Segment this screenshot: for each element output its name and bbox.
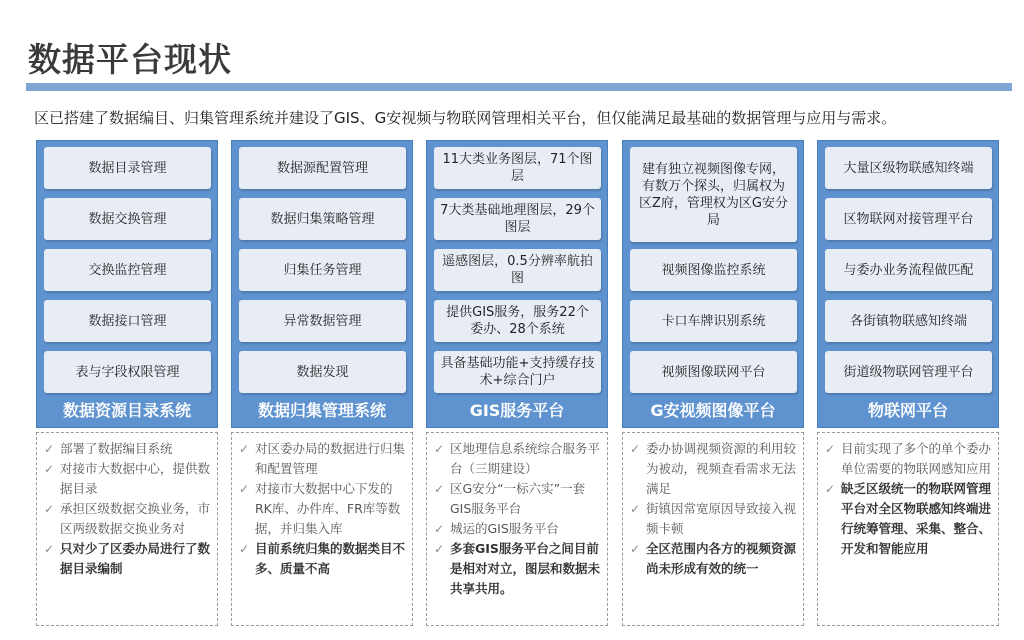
card-item: 各街镇物联感知终端	[825, 300, 992, 342]
card-item: 数据目录管理	[44, 147, 211, 189]
check-icon: ✓	[239, 482, 250, 496]
note-item: ✓ 对区委办局的数据进行归集和配置管理	[239, 441, 406, 476]
card-item: 交换监控管理	[44, 249, 211, 291]
note-item: ✓ 区G安分“一标六实”一套GIS服务平台	[434, 481, 586, 516]
column-title: 物联网平台	[867, 401, 948, 420]
card-item: 11大类业务图层，71个图层	[434, 147, 601, 189]
column-title: 数据资源目录系统	[62, 401, 191, 420]
check-icon: ✓	[44, 462, 55, 476]
note-item: ✓ 只对少了区委办局进行了数据目录编制	[44, 541, 211, 576]
card-item: 视频图像监控系统	[630, 249, 797, 291]
card-item: 7大类基础地理图层，29个图层	[434, 198, 601, 240]
check-icon: ✓	[239, 542, 250, 556]
card-item: 视频图像联网平台	[630, 351, 797, 393]
card-item: 与委办业务流程做匹配	[825, 249, 992, 291]
card-item: 数据归集策略管理	[239, 198, 406, 240]
column-title: 数据归集管理系统	[257, 401, 386, 420]
check-icon: ✓	[630, 442, 641, 456]
page-title: 数据平台现状	[28, 40, 232, 79]
check-icon: ✓	[44, 502, 55, 516]
card-item: 提供GIS服务，服务22个委办、28个系统	[434, 300, 601, 342]
card-item: 数据交换管理	[44, 198, 211, 240]
title-underline	[26, 83, 1012, 91]
check-icon: ✓	[434, 482, 445, 496]
intro-text: 区已搭建了数据编目、归集管理系统并建设了GIS、G安视频与物联网管理相关平台，但仅能满足最基础的数据管理与应用与需求。	[34, 109, 897, 127]
card-item: 异常数据管理	[239, 300, 406, 342]
note-item: ✓ 委办协调视频资源的利用较为被动，视频查看需求无法满足	[630, 441, 797, 496]
card-item: 数据接口管理	[44, 300, 211, 342]
check-icon: ✓	[434, 542, 445, 556]
card-item: 归集任务管理	[239, 249, 406, 291]
note-item: ✓ 承担区级数据交换业务，市区两级数据交换业务对	[44, 501, 211, 536]
notes-box	[36, 432, 218, 626]
check-icon: ✓	[630, 502, 641, 516]
column-title: GIS服务平台	[469, 401, 565, 420]
card-item: 街道级物联网管理平台	[825, 351, 992, 393]
note-item: ✓ 街镇因常宽原因导致接入视频卡顿	[630, 501, 797, 536]
card-item: 遥感图层，0.5分辨率航拍图	[434, 249, 601, 291]
card-item: 表与字段权限管理	[44, 351, 211, 393]
column-data-collection	[231, 140, 413, 428]
check-icon: ✓	[434, 522, 445, 536]
note-item: ✓ 部署了数据编目系统	[43, 439, 211, 459]
check-icon: ✓	[825, 442, 836, 456]
notes-box	[231, 432, 413, 626]
note-item: ✓ 缺乏区级统一的物联网管理平台对全区物联感知终端进行统筹管理、采集、整合、开发和智能应用	[825, 481, 992, 556]
note-item: ✓ 区地理信息系统综合服务平台（三期建设）	[434, 441, 601, 476]
card-item: 具备基础功能+支持缓存技术+综合门户	[434, 351, 601, 393]
card-item: 区物联网对接管理平台	[825, 198, 992, 240]
check-icon: ✓	[44, 542, 55, 556]
column-iot	[817, 140, 999, 428]
note-item: ✓ 目前实现了多个的单个委办单位需要的物联网感知应用	[825, 441, 992, 476]
card-item: 建有独立视频图像专网，有数万个探头，归属权为区Z府，管理权为区G安分局	[630, 147, 797, 242]
card-item: 数据源配置管理	[239, 147, 406, 189]
check-icon: ✓	[825, 482, 836, 496]
check-icon: ✓	[434, 442, 445, 456]
card-item: 数据发现	[239, 351, 406, 393]
note-item: ✓ 对接市大数据中心，提供数据目录	[44, 461, 211, 496]
column-title: G安视频图像平台	[650, 401, 776, 420]
check-icon: ✓	[44, 442, 55, 456]
note-item: ✓ 对接市大数据中心下发的RK库、办件库、FR库等数据，并归集入库	[239, 481, 401, 536]
check-icon: ✓	[239, 442, 250, 456]
notes-box	[817, 432, 999, 626]
notes-box	[426, 432, 608, 626]
note-item: ✓ 目前系统归集的数据类目不多、质量不高	[239, 541, 406, 576]
card-item: 大量区级物联感知终端	[825, 147, 992, 189]
note-item: ✓ 多套GIS服务平台之间目前是相对对立，图层和数据未共享共用。	[434, 541, 601, 596]
column-video	[622, 140, 804, 428]
column-gis	[426, 140, 608, 428]
card-item: 卡口车牌识别系统	[630, 300, 797, 342]
column-data-catalog	[36, 140, 218, 428]
note-item: ✓ 全区范围内各方的视频资源尚未形成有效的统一	[630, 541, 797, 576]
notes-box	[622, 432, 804, 626]
check-icon: ✓	[630, 542, 641, 556]
note-item: ✓ 城运的GIS服务平台	[433, 519, 601, 539]
